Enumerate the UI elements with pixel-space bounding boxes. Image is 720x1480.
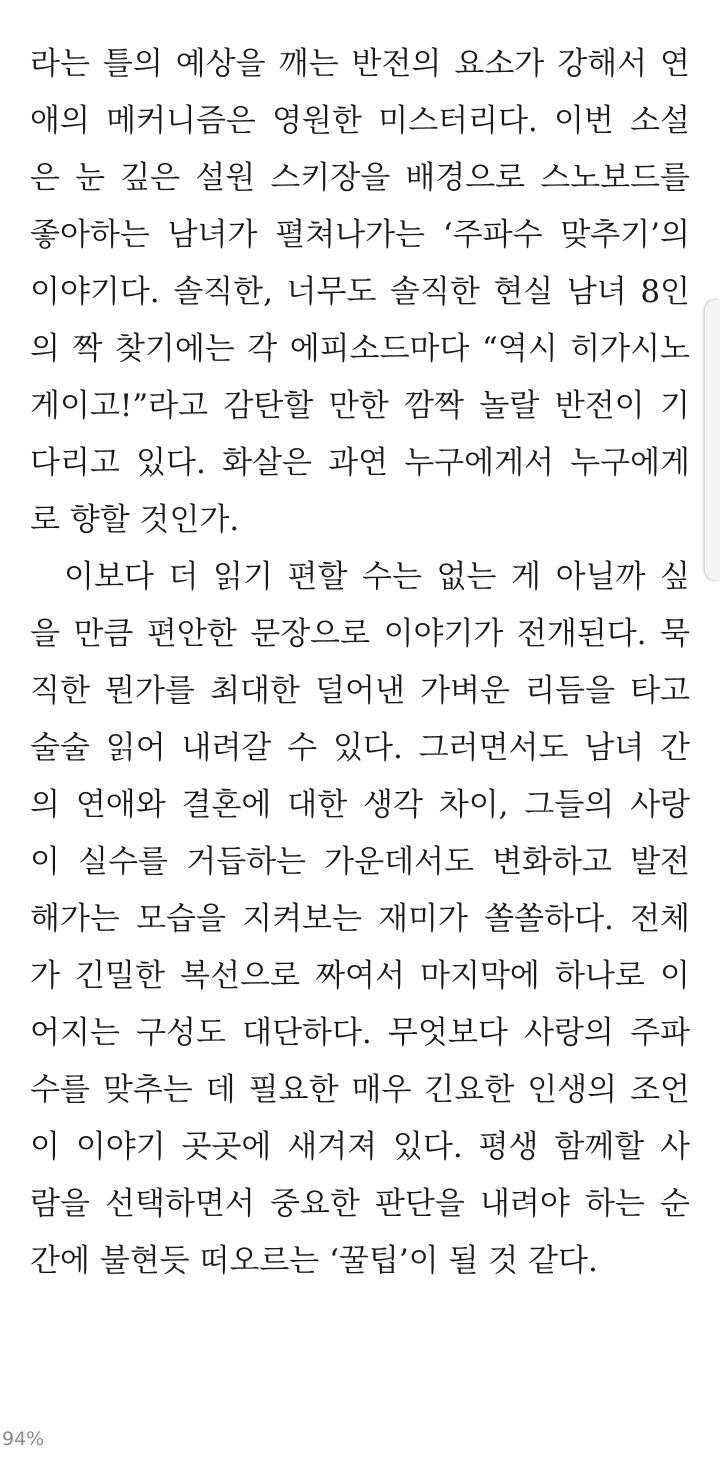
text-line: 이야기다. 솔직한, 너무도 솔직한 현실 남녀 8인 (30, 274, 690, 310)
text-line: 해가는 모습을 지켜보는 재미가 쏠쏠하다. 전체 (30, 901, 690, 937)
text-line: 이 이야기 곳곳에 새겨져 있다. 평생 함께할 사 (30, 1129, 690, 1165)
text-line: 의 짝 찾기에는 각 에피소드마다 “역시 히가시노 (30, 331, 690, 367)
text-line: 은 눈 깊은 설원 스키장을 배경으로 스노보드를 (30, 160, 690, 196)
text-line: 술술 읽어 내려갈 수 있다. 그러면서도 남녀 간 (30, 730, 690, 766)
text-line: 을 만큼 편안한 문장으로 이야기가 전개된다. 묵 (30, 616, 690, 652)
paragraph (30, 549, 690, 1290)
text-line: 어지는 구성도 대단하다. 무엇보다 사랑의 주파 (30, 1015, 690, 1051)
text-line: 직한 뭔가를 최대한 덜어낸 가벼운 리듬을 타고 (30, 673, 690, 709)
text-line: 이 실수를 거듭하는 가운데서도 변화하고 발전 (30, 844, 690, 880)
paragraph (30, 36, 690, 549)
reading-progress: 94% (2, 1428, 45, 1450)
text-line: 간에 불현듯 떠오르는 ‘꿀팁’이 될 것 같다. (30, 1243, 598, 1279)
text-line: 가 긴밀한 복선으로 짜여서 마지막에 하나로 이 (30, 958, 690, 994)
text-line: 애의 메커니즘은 영원한 미스터리다. 이번 소설 (30, 103, 690, 139)
text-line: 의 연애와 결혼에 대한 생각 차이, 그들의 사랑 (30, 787, 690, 823)
text-line: 이보다 더 읽기 편할 수는 없는 게 아닐까 싶 (64, 559, 690, 595)
page-text (30, 36, 690, 1290)
text-line: 람을 선택하면서 중요한 판단을 내려야 하는 순 (30, 1186, 690, 1222)
text-line: 게이고!”라고 감탄할 만한 깜짝 놀랄 반전이 기 (30, 388, 690, 424)
text-line: 다리고 있다. 화살은 과연 누구에게서 누구에게 (30, 445, 690, 481)
text-line: 라는 틀의 예상을 깨는 반전의 요소가 강해서 연 (30, 46, 690, 82)
scroll-handle[interactable] (705, 300, 720, 580)
text-line: 로 향할 것인가. (30, 502, 240, 538)
text-line: 좋아하는 남녀가 펼쳐나가는 ‘주파수 맞추기’의 (30, 217, 690, 253)
text-line: 수를 맞추는 데 필요한 매우 긴요한 인생의 조언 (30, 1072, 690, 1108)
